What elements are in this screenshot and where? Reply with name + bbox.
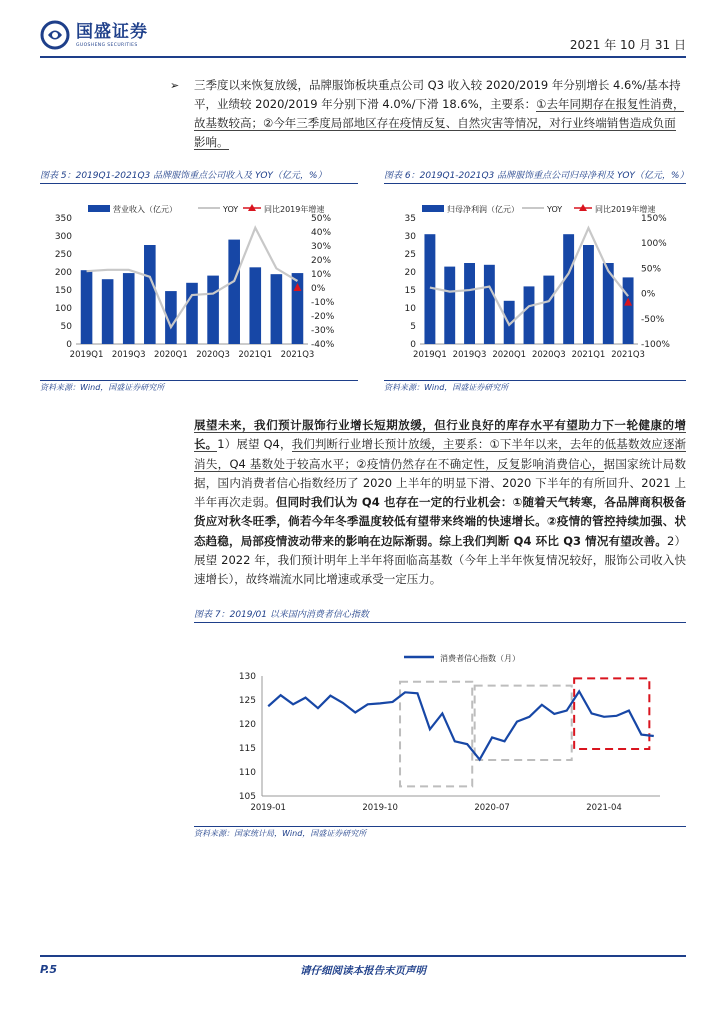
bullet-arrow-icon: ➢ — [170, 79, 180, 92]
report-date: 2021 年 10 月 31 日 — [569, 38, 686, 52]
bar — [464, 263, 475, 344]
x-tick-label: 2021-04 — [586, 803, 622, 813]
bar — [207, 276, 219, 344]
y-right-tick-label: -50% — [641, 314, 665, 325]
x-tick-label: 2021Q1 — [571, 350, 606, 360]
y-right-tick-label: 100% — [641, 239, 667, 250]
y-left-tick-label: 20 — [404, 268, 416, 278]
bar — [102, 279, 114, 344]
y-left-tick-label: 5 — [410, 322, 416, 332]
y-right-tick-label: 10% — [311, 270, 332, 280]
bar — [81, 270, 93, 344]
y-tick-label: 130 — [238, 672, 256, 682]
y-tick-label: 105 — [238, 792, 256, 802]
y-right-tick-label: 0% — [311, 284, 326, 294]
legend-bar-swatch — [422, 205, 444, 212]
bar — [144, 245, 156, 344]
x-tick-label: 2020Q3 — [531, 350, 566, 360]
x-tick-label: 2020Q1 — [154, 350, 188, 360]
bullet-text-reasons: ①去年同期存在报复性消费，故基数较高；②今年三季度局部地区存在疫情反复、自然灾害等情况，对行业终端销售造成负面影响。 — [194, 97, 685, 149]
y-left-tick-label: 200 — [54, 268, 72, 278]
page-number: P.5 — [40, 963, 58, 976]
y-right-tick-label: -100% — [641, 340, 670, 350]
x-tick-label: 2019-10 — [362, 803, 398, 813]
figure-7-source: 资料来源：国家统计局，Wind，国盛证券研究所 — [194, 826, 686, 840]
y-left-tick-label: 25 — [404, 250, 416, 260]
bar — [186, 283, 198, 344]
y-left-tick-label: 10 — [404, 304, 416, 314]
legend-yoy-label: YOY — [223, 205, 239, 214]
bar — [444, 267, 455, 344]
y-tick-label: 115 — [238, 744, 256, 754]
outlook-confidence-data: 据国家统计局数据，国内消费者信心指数经历了 2020 上半年的明显下滑、2020 下半年的有所回升、2021 上半年再次走弱。 — [194, 456, 686, 510]
highlight-box-2021-h1 — [574, 678, 649, 749]
figure-7-chart — [194, 636, 686, 824]
bar — [271, 274, 283, 344]
bar — [123, 273, 135, 344]
page-footer — [40, 955, 686, 979]
bullet-text-main: 三季度以来恢复放缓，品牌服饰板块重点公司 Q3 收入较 2020/2019 年分别增长 4.6%/基本持平，业绩较 2020/2019 年分别下滑 4.0%/下滑 18.6%，主要系： — [194, 78, 681, 111]
y-right-tick-label: 50% — [641, 264, 662, 275]
bar — [228, 240, 240, 344]
y-left-tick-label: 100 — [54, 304, 72, 314]
outlook-lead: 展望未来，我们预计服饰行业增长短期放缓，但行业良好的库存水平有望助力下一轮健康的增长。 — [194, 418, 686, 452]
legend-bar-label: 营业收入（亿元） — [113, 205, 177, 214]
y-right-tick-label: -20% — [311, 312, 335, 322]
legend-yoy-label: YOY — [547, 205, 563, 214]
legend-bar-label: 归母净利润（亿元） — [447, 205, 519, 214]
y-right-tick-label: 50% — [311, 214, 332, 224]
outlook-2022: 2）展望 2022 年，我们预计明年上半年将面临高基数（今年上半年恢复情况较好，服饰公司收入快速增长），故终端流水同比增速或承受一定压力。 — [194, 533, 686, 587]
bar — [543, 276, 554, 344]
y-right-tick-label: 150% — [641, 214, 667, 224]
y-right-tick-label: 0% — [641, 289, 656, 300]
x-tick-label: 2021Q3 — [280, 350, 315, 360]
page-header — [40, 18, 686, 58]
x-tick-label: 2020-07 — [474, 803, 510, 813]
x-tick-label: 2020Q1 — [492, 350, 527, 360]
y-tick-label: 120 — [238, 720, 256, 730]
footer-disclaimer: 请仔细阅读本报告末页声明 — [300, 965, 426, 977]
outlook-q4-opportunity: 但同时我们认为 Q4 也存在一定的行业机会：①随着天气转寒，各品牌商积极备货应对秋冬旺季，倘若今年冬季温度较低有望带来终端的快速增长。②疫情的管控持续加强、状态趋稳，局部疫情波动带来的影响在边际渐弱。综上我们判断 Q4 环比 Q3 情况有望改善。 — [194, 495, 687, 548]
y-left-tick-label: 50 — [60, 322, 72, 332]
figure-6-source: 资料来源：Wind，国盛证券研究所 — [384, 380, 686, 394]
y-right-tick-label: -30% — [311, 326, 335, 336]
y-right-tick-label: 40% — [311, 228, 332, 238]
bar — [249, 267, 261, 344]
y-left-tick-label: 250 — [54, 250, 72, 260]
y-left-tick-label: 300 — [54, 232, 72, 242]
bar — [623, 277, 634, 344]
y-left-tick-label: 30 — [404, 232, 416, 242]
figure-5-source: 资料来源：Wind，国盛证券研究所 — [40, 380, 358, 394]
legend-point-label: 同比2019年增速 — [595, 205, 656, 214]
figure-5-chart — [40, 196, 358, 364]
y-right-tick-label: -40% — [311, 340, 335, 350]
x-tick-label: 2021Q1 — [238, 350, 273, 360]
x-tick-label: 2020Q3 — [196, 350, 230, 360]
bar — [583, 245, 594, 344]
y-left-tick-label: 15 — [404, 286, 416, 296]
y-tick-label: 125 — [238, 696, 256, 706]
bar — [524, 286, 535, 344]
logo-name: 国盛证券 — [76, 21, 148, 42]
figure-6-title: 图表 6：2019Q1-2021Q3 品牌服饰重点公司归母净利及 YOY（亿元，%） — [384, 168, 686, 184]
outlook-q4-label: 1）展望 Q4， — [217, 437, 292, 452]
bar — [563, 234, 574, 344]
outlook-paragraph — [194, 416, 686, 590]
y-left-tick-label: 350 — [54, 214, 72, 224]
x-tick-label: 2019-01 — [250, 803, 286, 813]
logo — [40, 20, 148, 50]
highlight-box-2020-h1 — [400, 682, 472, 787]
y-right-tick-label: 20% — [311, 256, 332, 266]
figure-7-title: 图表 7：2019/01 以来国内消费者信心指数 — [194, 607, 686, 623]
bullet-paragraph — [170, 76, 686, 152]
legend-line-label: 消费者信心指数（月） — [440, 654, 520, 663]
y-left-tick-label: 35 — [404, 214, 416, 224]
highlight-box-2020-h2 — [475, 686, 572, 760]
legend-bar-swatch — [88, 205, 110, 212]
legend-point-label: 同比2019年增速 — [264, 205, 325, 214]
y-left-tick-label: 0 — [66, 340, 72, 350]
y-right-tick-label: -10% — [311, 298, 335, 308]
bar — [484, 265, 495, 344]
logo-subtitle: GUOSHENG SECURITIES — [76, 42, 138, 48]
figure-5-title: 图表 5：2019Q1-2021Q3 品牌服饰重点公司收入及 YOY（亿元，%） — [40, 168, 358, 184]
figure-6-chart — [384, 196, 686, 364]
y-left-tick-label: 150 — [54, 286, 72, 296]
x-tick-label: 2019Q1 — [69, 350, 104, 360]
y-tick-label: 110 — [238, 768, 256, 778]
y-left-tick-label: 0 — [410, 340, 416, 350]
x-tick-label: 2019Q1 — [413, 350, 447, 360]
y-right-tick-label: 30% — [311, 242, 332, 252]
x-tick-label: 2019Q3 — [111, 350, 146, 360]
x-tick-label: 2021Q3 — [611, 350, 645, 360]
outlook-q4-reasons: 我们判断行业增长预计放缓，主要系：①下半年以来，去年的低基数效应逐渐消失，Q4 基数处于较高水平；②疫情仍然存在不确定性，反复影响消费信心， — [194, 437, 687, 471]
logo-icon — [40, 20, 70, 50]
x-tick-label: 2019Q3 — [452, 350, 487, 360]
